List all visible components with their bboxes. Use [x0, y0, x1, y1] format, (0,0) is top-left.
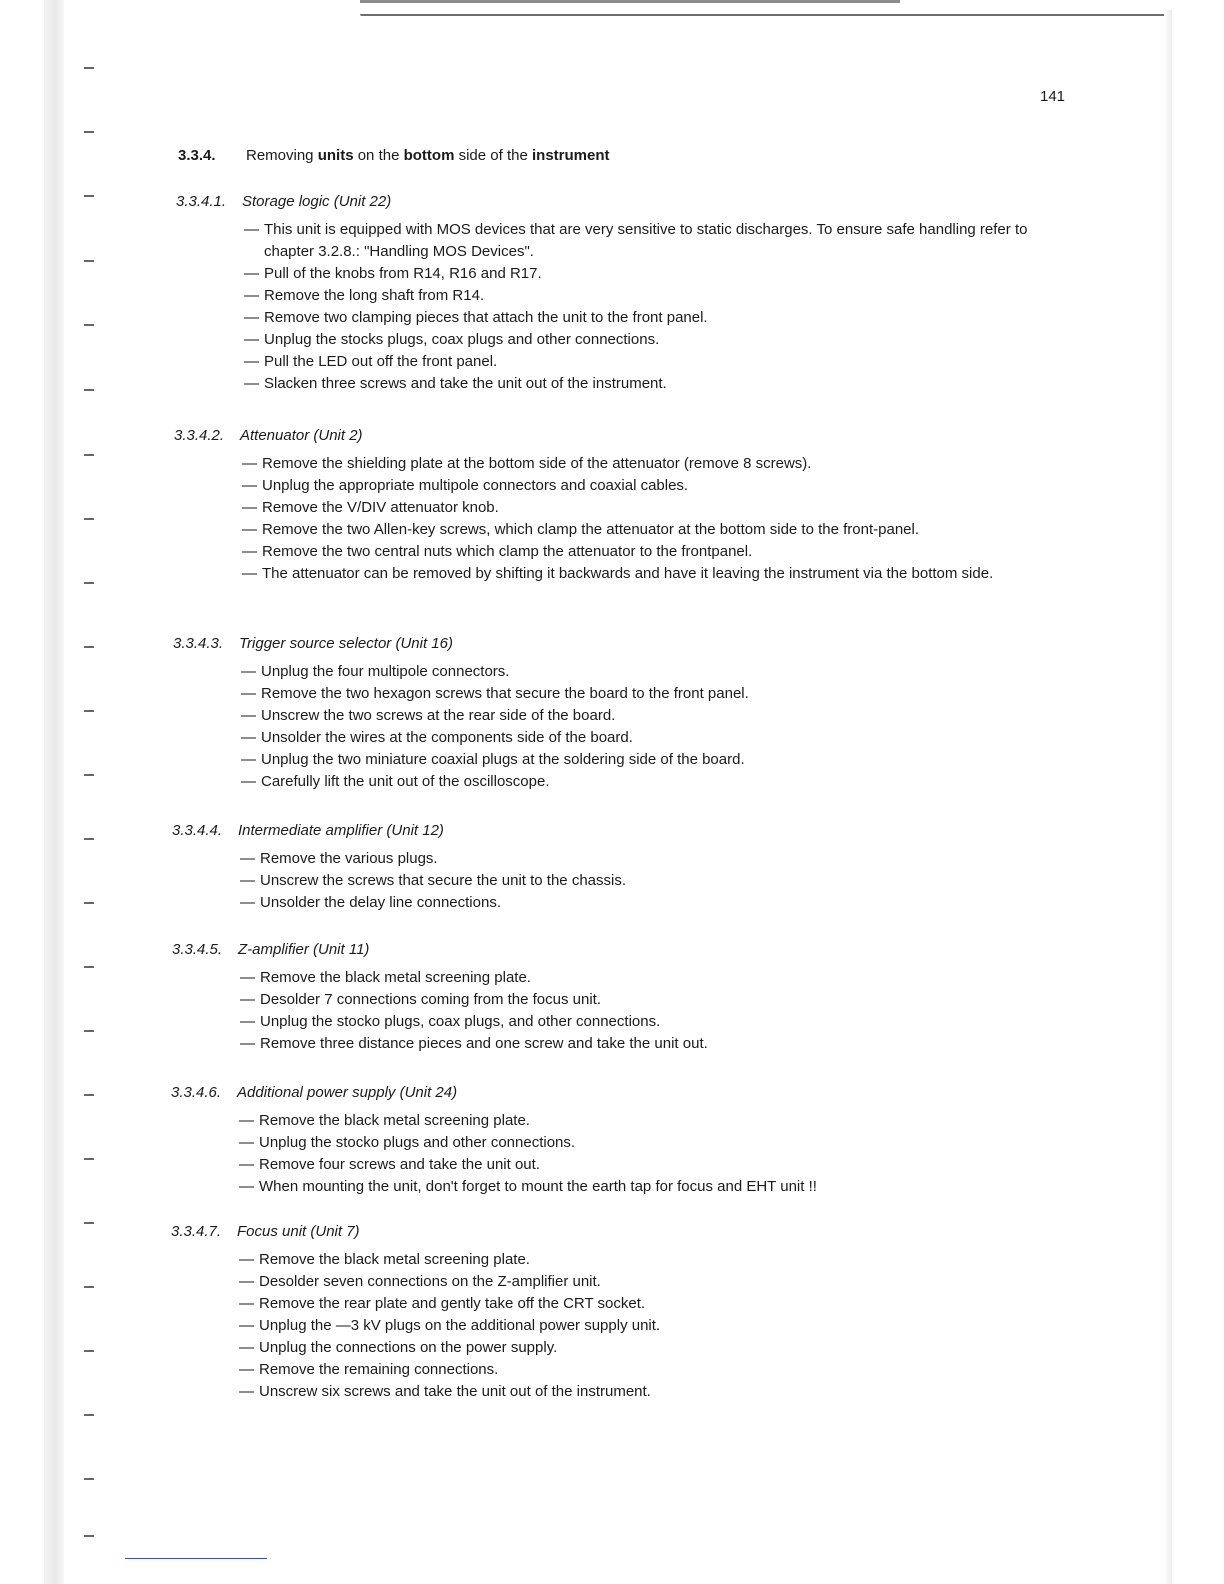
section-title-text: Attenuator (Unit 2) — [240, 427, 363, 444]
main-section-title-middle: on the — [353, 147, 404, 164]
list-item: — Unplug the —3 kV plugs on the additional power supply unit. — [239, 1315, 1051, 1337]
list-item: — Remove the remaining connections. — [239, 1359, 1051, 1381]
binding-mark — [84, 1414, 94, 1416]
binding-mark — [84, 518, 94, 520]
list-item: — This unit is equipped with MOS devices that are very sensitive to static discharges. To ensure safe handling refer to chapter 3.2.8.: "Handling MOS Devices". — [244, 219, 1056, 263]
list-item: — Remove the two Allen-key screws, which clamp the attenuator at the bottom side to the front-panel. — [242, 519, 1054, 541]
section-title-text: Storage logic (Unit 22) — [242, 193, 392, 210]
binding-mark — [84, 710, 94, 712]
binding-mark — [84, 902, 94, 904]
list-item: — Remove the shielding plate at the bottom side of the attenuator (remove 8 screws). — [242, 453, 1054, 475]
section-title-text: Trigger source selector (Unit 16) — [239, 635, 453, 652]
list-item: — Unscrew the two screws at the rear side of the board. — [241, 705, 1053, 727]
binding-mark — [84, 774, 94, 776]
binding-mark — [84, 324, 94, 326]
step-list — [176, 219, 1056, 395]
list-item: — Unplug the two miniature coaxial plugs at the soldering side of the board. — [241, 749, 1053, 771]
section-title — [171, 1223, 1051, 1240]
list-item: — Remove four screws and take the unit out. — [239, 1154, 1051, 1176]
list-item: — Remove two clamping pieces that attach the unit to the front panel. — [244, 307, 1056, 329]
binding-mark — [84, 195, 94, 197]
step-list — [174, 453, 1054, 585]
section-trigger-source-selector — [173, 635, 1053, 793]
list-item: — Unplug the stocko plugs and other connections. — [239, 1132, 1051, 1154]
main-section-number: 3.3.4. — [178, 147, 216, 164]
binding-mark — [84, 1158, 94, 1160]
list-item: — Remove the various plugs. — [240, 848, 1052, 870]
binding-mark — [84, 260, 94, 262]
binding-mark — [84, 646, 94, 648]
section-title-text: Additional power supply (Unit 24) — [237, 1084, 458, 1101]
main-section-title-suffix: side of the — [454, 147, 532, 164]
list-item: — Pull the LED out off the front panel. — [244, 351, 1056, 373]
binding-mark — [84, 1478, 94, 1480]
top-edge-rule — [360, 0, 1170, 16]
list-item: — Unsolder the wires at the components side of the board. — [241, 727, 1053, 749]
main-section-title-bold2: bottom — [403, 147, 455, 164]
step-list — [173, 661, 1053, 793]
section-title-text: Focus unit (Unit 7) — [237, 1223, 360, 1240]
section-number: 3.3.4.4. — [172, 822, 223, 839]
binding-mark — [84, 1030, 94, 1032]
section-intermediate-amplifier — [172, 822, 1052, 914]
section-title — [174, 427, 1054, 444]
binding-mark — [84, 1350, 94, 1352]
step-list — [172, 967, 1052, 1055]
list-item: — Remove the black metal screening plate. — [239, 1110, 1051, 1132]
list-item: — Remove the long shaft from R14. — [244, 285, 1056, 307]
section-additional-power-supply — [171, 1084, 1051, 1198]
binding-mark — [84, 67, 94, 69]
page-number: 141 — [1040, 88, 1066, 105]
binding-mark — [84, 966, 94, 968]
footnote-rule — [125, 1558, 267, 1559]
step-list — [171, 1249, 1051, 1403]
section-number: 3.3.4.5. — [172, 941, 223, 958]
list-item: — Remove the black metal screening plate. — [240, 967, 1052, 989]
section-z-amplifier — [172, 941, 1052, 1055]
list-item: — Remove the two hexagon screws that secure the board to the front panel. — [241, 683, 1053, 705]
section-title — [171, 1084, 1051, 1101]
binding-mark — [84, 389, 94, 391]
main-section-title-bold: units — [317, 147, 354, 164]
list-item: — Unplug the four multipole connectors. — [241, 661, 1053, 683]
list-item: — Unplug the connections on the power supply. — [239, 1337, 1051, 1359]
list-item: — Unsolder the delay line connections. — [240, 892, 1052, 914]
binding-mark — [84, 131, 94, 133]
binding-mark — [84, 582, 94, 584]
step-list — [172, 848, 1052, 914]
list-item: — Unscrew the screws that secure the unit to the chassis. — [240, 870, 1052, 892]
section-focus-unit — [171, 1223, 1051, 1403]
list-item: — Unplug the stocko plugs, coax plugs, and other connections. — [240, 1011, 1052, 1033]
section-title — [176, 193, 1056, 210]
list-item: — Desolder seven connections on the Z-amplifier unit. — [239, 1271, 1051, 1293]
section-title — [173, 635, 1053, 652]
left-binding-shadow — [44, 0, 64, 1584]
list-item: — Remove the V/DIV attenuator knob. — [242, 497, 1054, 519]
section-number: 3.3.4.1. — [176, 193, 227, 210]
binding-mark — [84, 1094, 94, 1096]
main-section-title-bold3: instrument — [531, 147, 610, 164]
list-item: — Unplug the stocks plugs, coax plugs and other connections. — [244, 329, 1056, 351]
list-item: — Unscrew six screws and take the unit out of the instrument. — [239, 1381, 1051, 1403]
list-item: — Desolder 7 connections coming from the focus unit. — [240, 989, 1052, 1011]
section-title-text: Z-amplifier (Unit 11) — [238, 941, 370, 958]
list-item: — Remove the two central nuts which clamp the attenuator to the frontpanel. — [242, 541, 1054, 563]
step-list — [171, 1110, 1051, 1198]
binding-mark — [84, 1222, 94, 1224]
list-item: — Remove three distance pieces and one screw and take the unit out. — [240, 1033, 1052, 1055]
section-storage-logic — [176, 193, 1056, 395]
binding-mark — [84, 1535, 94, 1537]
list-item: — Slacken three screws and take the unit out of the instrument. — [244, 373, 1056, 395]
binding-mark — [84, 838, 94, 840]
list-item: — Carefully lift the unit out of the oscilloscope. — [241, 771, 1053, 793]
section-number: 3.3.4.6. — [171, 1084, 222, 1101]
list-item: — Unplug the appropriate multipole connectors and coaxial cables. — [242, 475, 1054, 497]
section-number: 3.3.4.7. — [171, 1223, 222, 1240]
main-section-heading — [178, 147, 610, 164]
list-item: — Remove the rear plate and gently take off the CRT socket. — [239, 1293, 1051, 1315]
right-page-edge — [1164, 10, 1172, 1584]
list-item: — Remove the black metal screening plate. — [239, 1249, 1051, 1271]
list-item: — Pull of the knobs from R14, R16 and R17. — [244, 263, 1056, 285]
section-number: 3.3.4.2. — [174, 427, 225, 444]
main-section-title-prefix: Removing — [246, 147, 318, 164]
list-item: — When mounting the unit, don't forget to mount the earth tap for focus and EHT unit !! — [239, 1176, 1051, 1198]
section-number: 3.3.4.3. — [173, 635, 224, 652]
list-item: — The attenuator can be removed by shifting it backwards and have it leaving the instrument via the bottom side. — [242, 563, 1054, 585]
section-title-text: Intermediate amplifier (Unit 12) — [238, 822, 444, 839]
section-attenuator — [174, 427, 1054, 585]
binding-mark — [84, 454, 94, 456]
section-title — [172, 941, 1052, 958]
section-title — [172, 822, 1052, 839]
binding-mark — [84, 1286, 94, 1288]
